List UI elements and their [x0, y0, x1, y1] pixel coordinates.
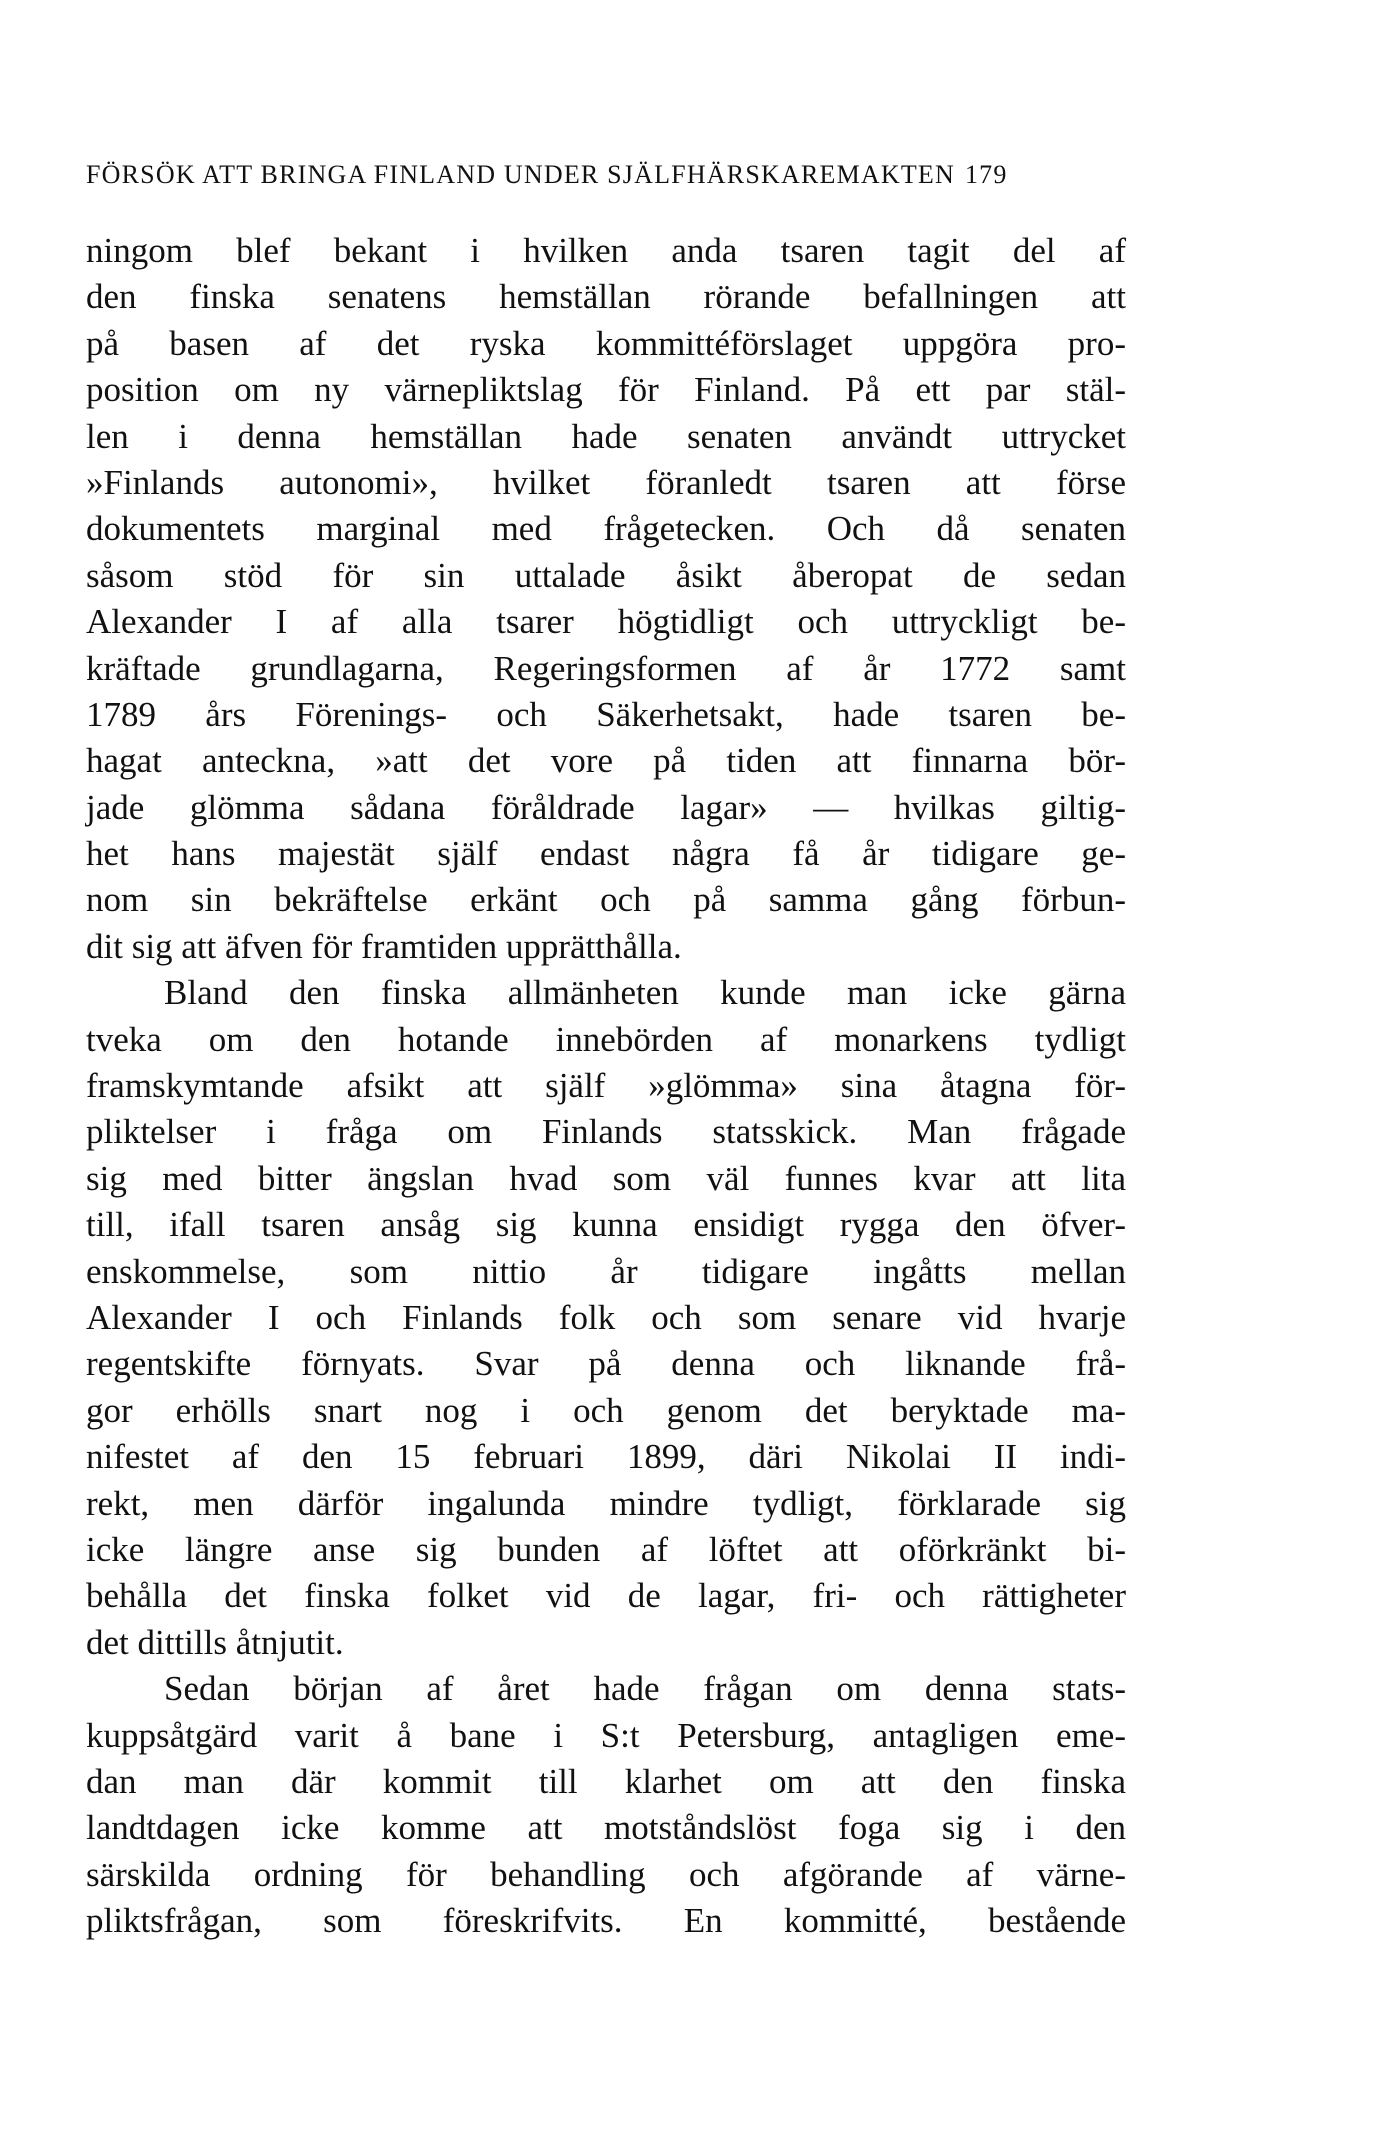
text-line: dan man där kommit till klarhet om att den finska — [86, 1761, 1126, 1801]
text-line: den finska senatens hemställan rörande befallningen att — [86, 277, 1126, 317]
text-line: framskymtande afsikt att själf »glömma» sina åtagna för- — [86, 1066, 1126, 1106]
text-line: pliktelser i fråga om Finlands statsskick. Man frågade — [86, 1112, 1126, 1152]
text-line: till, ifall tsaren ansåg sig kunna ensidigt rygga den öfver- — [86, 1205, 1126, 1245]
text-line: regentskifte förnyats. Svar på denna och liknande frå- — [86, 1344, 1126, 1384]
text-line: ningom blef bekant i hvilken anda tsaren tagit del af — [86, 231, 1126, 270]
text-line: kuppsåtgärd varit å bane i S:t Petersburg, antagligen eme- — [86, 1715, 1126, 1755]
text-line: tveka om den hotande innebörden af monarkens tydligt — [86, 1019, 1126, 1059]
text-line: Alexander I af alla tsarer högtidligt och uttryckligt be- — [86, 602, 1126, 642]
text-line: nom sin bekräftelse erkänt och på samma gång förbun- — [86, 880, 1126, 920]
text-line: särskilda ordning för behandling och afgörande af värne- — [86, 1854, 1126, 1894]
text-line: len i denna hemställan hade senaten användt uttrycket — [86, 416, 1126, 456]
text-line: »Finlands autonomi», hvilket föranledt tsaren att förse — [86, 462, 1126, 502]
page-number: 179 — [964, 160, 1008, 189]
text-line: dokumentets marginal med frågetecken. Och då senaten — [86, 509, 1126, 549]
text-line: 1789 års Förenings- och Säkerhetsakt, hade tsaren be- — [86, 694, 1126, 734]
text-line: pliktsfrågan, som föreskrifvits. En kommitté, bestående — [86, 1901, 1126, 1941]
text-line: dit sig att äfven för framtiden upprätthålla. — [86, 926, 682, 966]
running-head-title: FÖRSÖK ATT BRINGA FINLAND UNDER SJÄLFHÄRSKAREMAKTEN — [86, 160, 955, 189]
text-line: Alexander I och Finlands folk och som senare vid hvarje — [86, 1297, 1126, 1337]
text-line: het hans majestät själf endast några få år tidigare ge- — [86, 834, 1126, 874]
text-line: jade glömma sådana föråldrade lagar» — hvilkas giltig- — [86, 787, 1126, 827]
text-line: rekt, men därför ingalunda mindre tydligt, förklarade sig — [86, 1483, 1126, 1523]
text-line: enskommelse, som nittio år tidigare ingåtts mellan — [86, 1251, 1126, 1291]
text-line: hagat anteckna, »att det vore på tiden att finnarna bör- — [86, 741, 1126, 781]
text-line: såsom stöd för sin uttalade åsikt åberopat de sedan — [86, 555, 1126, 595]
text-line: icke längre anse sig bunden af löftet att oförkränkt bi- — [86, 1529, 1126, 1569]
text-line: kräftade grundlagarna, Regeringsformen af år 1772 samt — [86, 648, 1126, 688]
text-line: position om ny värnepliktslag för Finland. På ett par stäl- — [86, 370, 1126, 410]
text-line: gor erhölls snart nog i och genom det beryktade ma- — [86, 1390, 1126, 1430]
text-line: landtdagen icke komme att motståndslöst foga sig i den — [86, 1808, 1126, 1848]
text-line: Sedan början af året hade frågan om denna stats- — [164, 1669, 1126, 1709]
body-text — [86, 228, 1126, 1944]
text-line: sig med bitter ängslan hvad som väl funnes kvar att lita — [86, 1158, 1126, 1198]
running-head — [86, 160, 1126, 190]
text-line: behålla det finska folket vid de lagar, fri- och rättigheter — [86, 1576, 1126, 1616]
text-line: nifestet af den 15 februari 1899, däri Nikolai II indi- — [86, 1437, 1126, 1477]
text-line: det dittills åtnjutit. — [86, 1622, 344, 1662]
text-line: Bland den finska allmänheten kunde man icke gärna — [164, 973, 1126, 1013]
text-line: på basen af det ryska kommittéförslaget uppgöra pro- — [86, 323, 1126, 363]
